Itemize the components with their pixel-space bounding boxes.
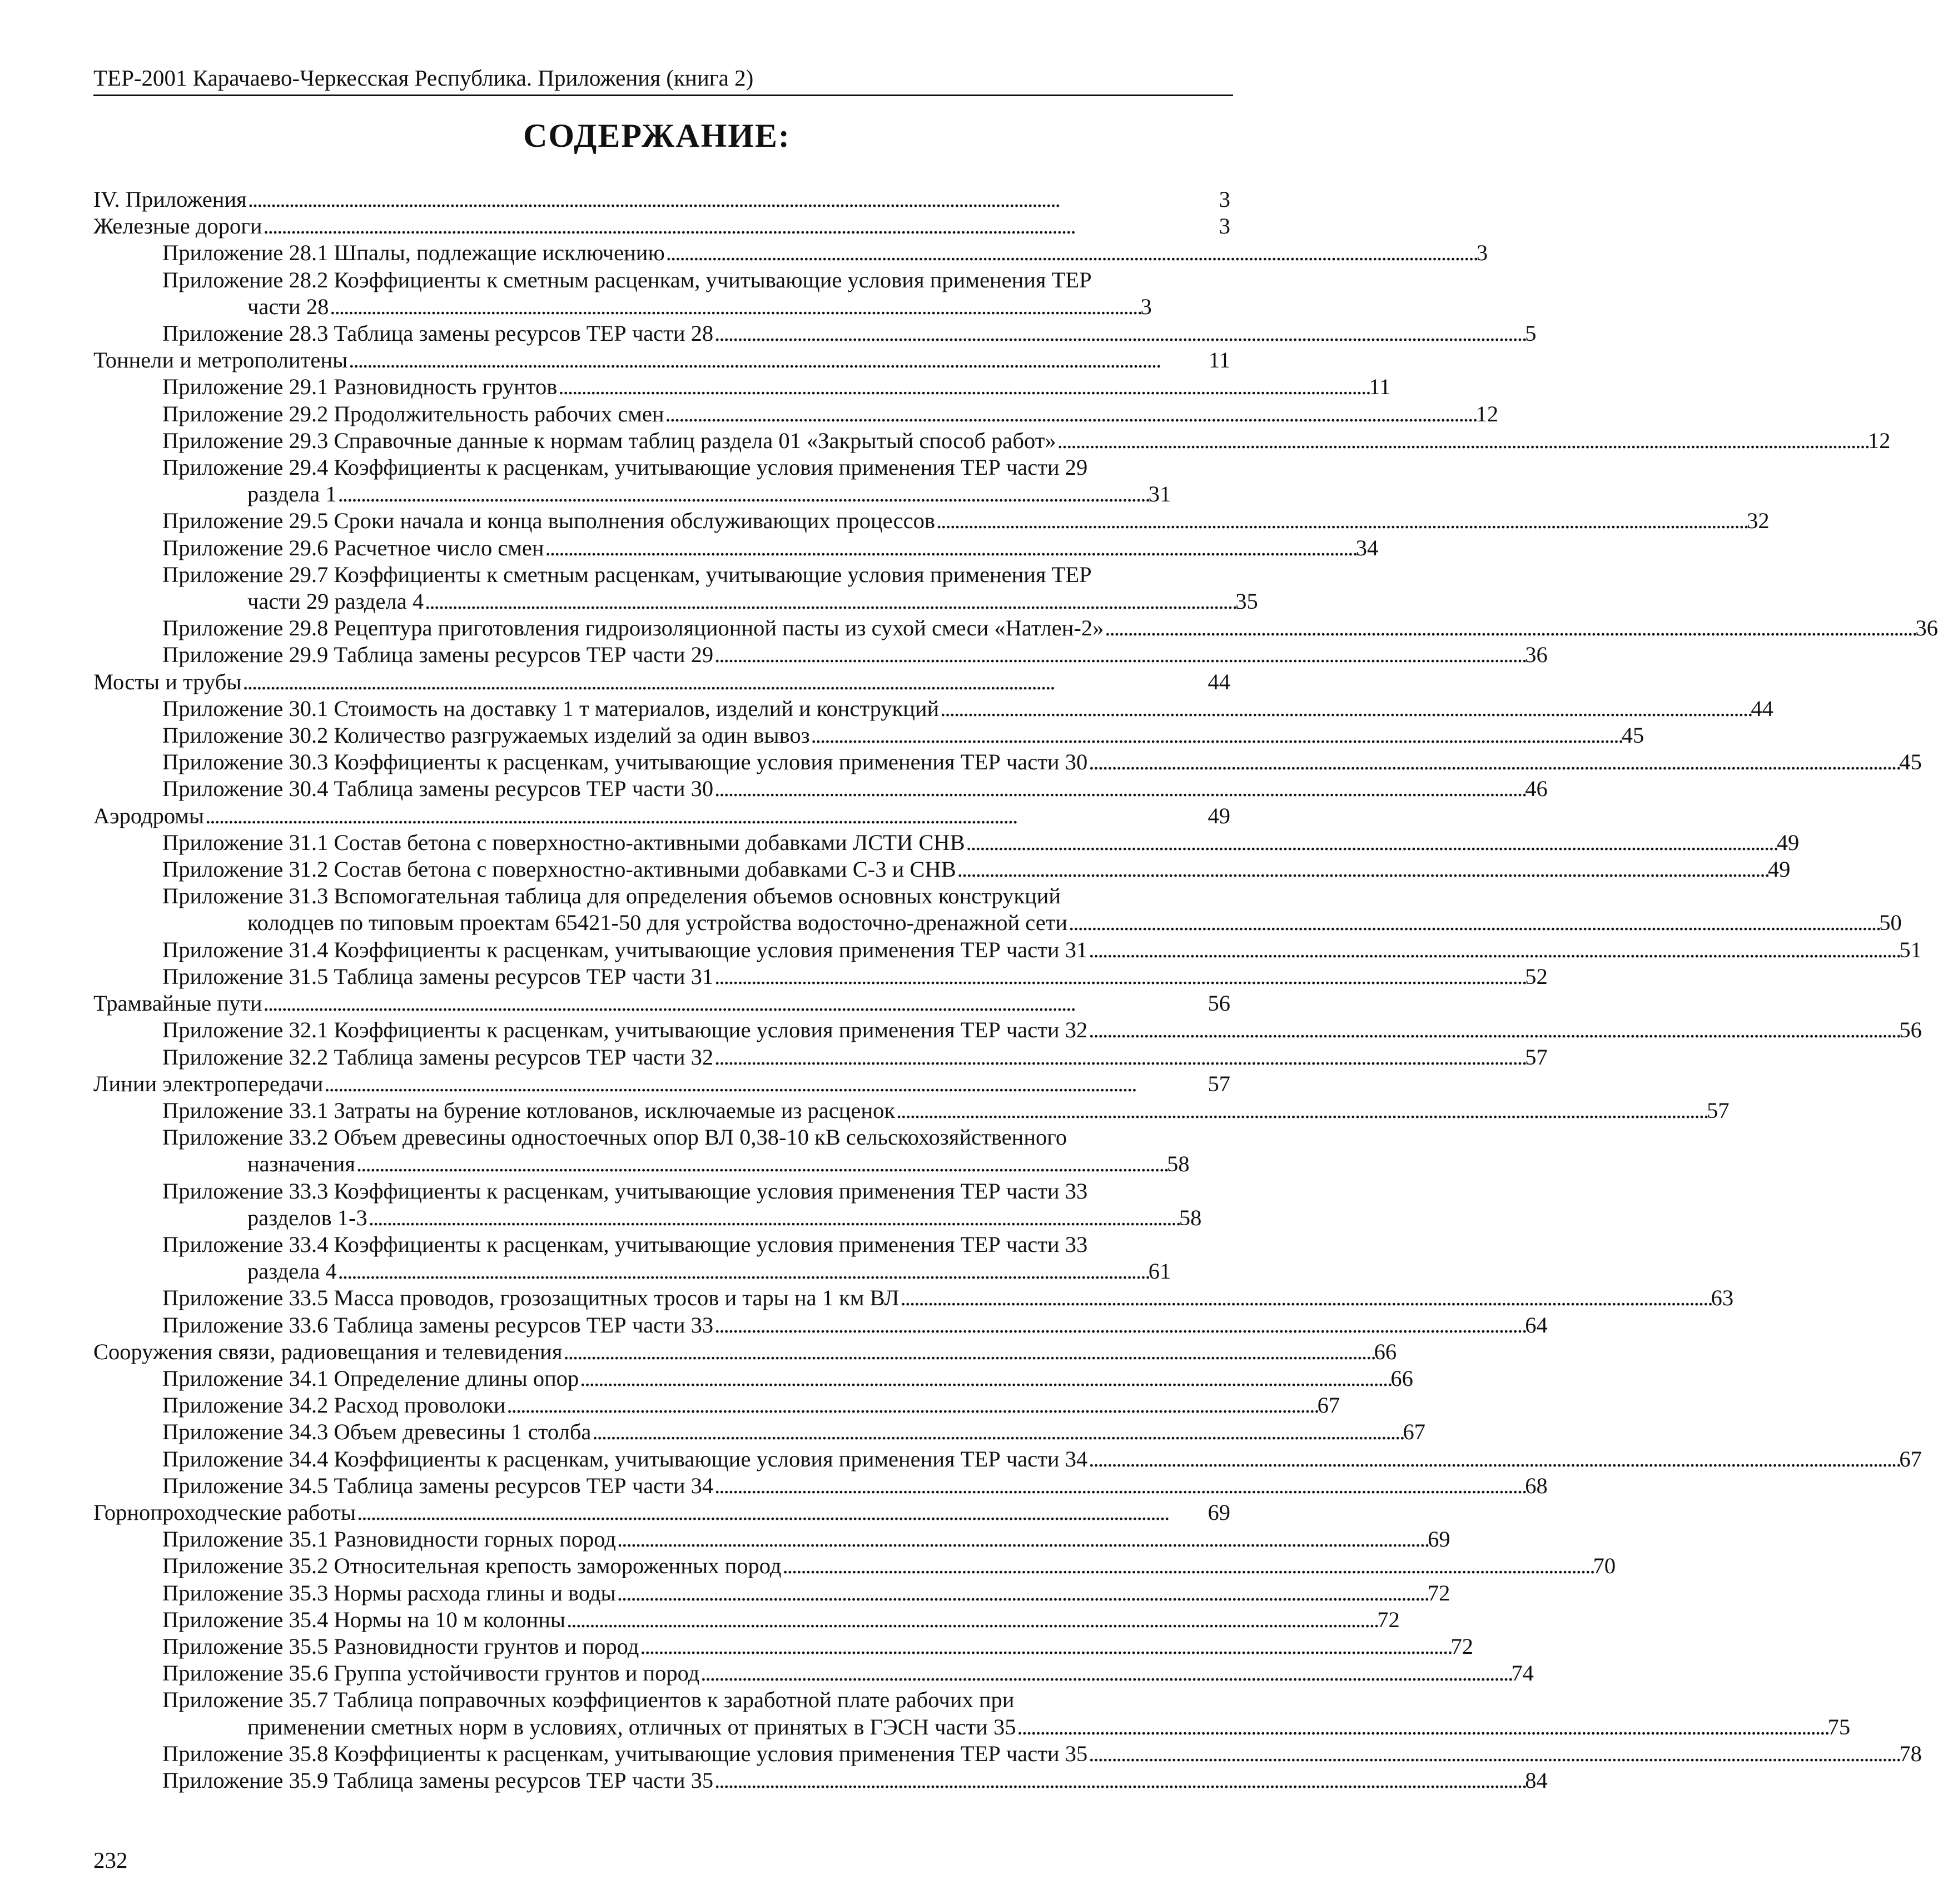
toc-item <box>93 1446 1922 1473</box>
running-header: ТЕР-2001 Карачаево-Черкесская Республика. Приложения (книга 2) <box>93 63 1233 96</box>
toc-entry-text: Приложение 34.2 Расход проволоки <box>162 1393 506 1418</box>
toc-entry-text: Приложение 28.1 Шпалы, подлежащие исключению <box>162 240 665 266</box>
toc-item <box>93 1419 1426 1445</box>
toc-section <box>93 186 1230 213</box>
toc-item <box>93 1580 1450 1607</box>
toc-item <box>93 1767 1548 1794</box>
dot-leader <box>640 1633 1449 1660</box>
dot-leader <box>264 990 1207 1017</box>
dot-leader <box>665 401 1475 427</box>
toc-section <box>93 1071 1230 1097</box>
toc-item <box>93 1473 1548 1499</box>
toc-entry-text: Приложение 29.1 Разновидность грунтов <box>162 374 558 400</box>
dot-leader <box>507 1392 1316 1419</box>
toc-page-number: 12 <box>1867 427 1891 453</box>
toc-item-title-line: Приложение 29.7 Коэффициенты к сметным расценкам, учитывающие условия применения ТЕР <box>162 561 1092 587</box>
toc-item <box>93 1312 1548 1339</box>
dot-leader <box>338 1259 1147 1284</box>
toc-entry-text: колодцев по типовым проектам 65421-50 для устройства водосточно-дренажной сети <box>247 910 1068 936</box>
toc-entry-text: Приложение 30.4 Таблица замены ресурсов ТЕР части 30 <box>162 776 714 802</box>
toc-item <box>93 1741 1922 1767</box>
toc-item <box>93 1097 1730 1124</box>
toc-page-number: 35 <box>1235 589 1258 614</box>
toc-item <box>93 240 1488 266</box>
dot-leader <box>714 1044 1524 1071</box>
toc-item <box>93 1178 1230 1231</box>
toc-entry-text: Приложение 31.1 Состав бетона с поверхностно-активными добавками ЛСТИ СНВ <box>162 829 965 855</box>
dot-leader <box>811 722 1621 749</box>
toc-entry-text: Приложение 34.5 Таблица замены ресурсов ТЕР части 34 <box>162 1473 714 1498</box>
toc-entry-text: Аэродромы <box>93 803 205 828</box>
toc-entry-text: применении сметных норм в условиях, отличных от принятых в ГЭСН части 35 <box>247 1714 1016 1739</box>
toc-page-number: 67 <box>1403 1419 1426 1445</box>
toc-page-number: 56 <box>1207 991 1230 1016</box>
toc-item <box>93 427 1891 454</box>
dot-leader <box>1089 749 1898 775</box>
table-of-contents <box>93 186 1938 1794</box>
toc-item <box>93 374 1391 400</box>
toc-item <box>93 615 1938 642</box>
toc-entry-text: части 28 <box>247 294 329 319</box>
toc-section <box>93 990 1230 1017</box>
dot-leader <box>330 294 1139 319</box>
toc-item <box>93 1231 1230 1285</box>
toc-entry-text: Приложение 35.2 Относительная крепость замороженных пород <box>162 1553 782 1579</box>
toc-item <box>93 722 1644 749</box>
toc-item <box>93 856 1791 883</box>
toc-page-number: 84 <box>1525 1767 1548 1793</box>
toc-entry-text: Приложение 34.3 Объем древесины 1 столба <box>162 1419 592 1445</box>
dot-leader <box>957 856 1767 883</box>
dot-leader <box>369 1205 1178 1230</box>
dot-leader <box>901 1285 1710 1311</box>
toc-entry-text: Приложение 33.5 Масса проводов, грозозащитных тросов и тары на 1 км ВЛ <box>162 1285 900 1311</box>
toc-entry-text: Приложение 31.2 Состав бетона с поверхностно-активными добавками С-3 и СНВ <box>162 857 956 882</box>
toc-page-number: 34 <box>1355 535 1379 560</box>
dot-leader <box>1089 1741 1898 1767</box>
toc-entry-text: Приложение 34.1 Определение длины опор <box>162 1365 579 1391</box>
dot-leader <box>782 1553 1592 1579</box>
dot-leader <box>357 1499 1206 1526</box>
toc-item-title-line: Приложение 31.3 Вспомогательная таблица для определения объемов основных конструкций <box>162 883 1061 909</box>
dot-leader <box>617 1526 1427 1553</box>
toc-item <box>93 829 1800 856</box>
dot-leader <box>558 374 1368 400</box>
toc-item-title-line: Приложение 35.7 Таблица поправочных коэффициентов к заработной плате рабочих при <box>162 1687 1015 1713</box>
toc-entry-text: Линии электропередачи <box>93 1071 324 1096</box>
toc-item <box>93 1687 1851 1740</box>
toc-page-number: 11 <box>1209 347 1230 373</box>
toc-page-number: 46 <box>1525 776 1548 802</box>
toc-page-number: 5 <box>1525 321 1537 346</box>
toc-page-number: 31 <box>1148 481 1171 507</box>
toc-section <box>93 1339 1397 1365</box>
toc-entry-text: Сооружения связи, радиовещания и телевидения <box>93 1339 563 1364</box>
dot-leader <box>940 695 1750 722</box>
toc-entry-text: раздела 1 <box>247 481 337 507</box>
toc-page-number: 64 <box>1525 1312 1548 1338</box>
dot-leader <box>714 775 1524 802</box>
dot-leader <box>425 589 1234 614</box>
toc-entry-text: Железные дороги <box>93 213 262 239</box>
dot-leader <box>338 481 1147 506</box>
toc-page-number: 32 <box>1747 508 1770 534</box>
toc-item <box>93 267 1230 320</box>
toc-item <box>93 1285 1734 1311</box>
toc-item <box>93 963 1548 990</box>
toc-page-number: 49 <box>1776 829 1800 855</box>
toc-item <box>93 695 1773 722</box>
toc-entry-text: Мосты и трубы <box>93 669 242 694</box>
toc-page-number: 70 <box>1593 1553 1616 1579</box>
toc-page-number: 69 <box>1428 1527 1450 1552</box>
dot-leader <box>1089 1017 1898 1043</box>
toc-page-number: 45 <box>1621 723 1644 748</box>
toc-page-number: 56 <box>1899 1017 1922 1043</box>
toc-entry-text: Приложение 29.8 Рецептура приготовления гидроизоляционной пасты из сухой смеси «Натлен-2» <box>162 615 1104 641</box>
toc-entry-text: Приложение 33.6 Таблица замены ресурсов ТЕР части 33 <box>162 1312 714 1338</box>
dot-leader <box>567 1607 1376 1633</box>
page-number: 232 <box>93 1847 128 1873</box>
dot-leader <box>248 186 1218 213</box>
toc-item-title-line: Приложение 28.2 Коэффициенты к сметным расценкам, учитывающие условия применения ТЕР <box>162 267 1092 292</box>
dot-leader <box>1017 1714 1826 1739</box>
toc-section <box>93 213 1230 240</box>
toc-entry-text: Трамвайные пути <box>93 991 262 1016</box>
toc-entry-text: Приложение 29.9 Таблица замены ресурсов ТЕР части 29 <box>162 642 714 668</box>
toc-entry-text: части 29 раздела 4 <box>247 589 424 614</box>
dot-leader <box>1069 910 1878 935</box>
toc-entry-text: Приложение 29.2 Продолжительность рабочих смен <box>162 401 664 426</box>
toc-page-number: 72 <box>1450 1633 1473 1659</box>
dot-leader <box>714 1767 1524 1794</box>
dot-leader <box>896 1097 1706 1124</box>
toc-entry-text: Приложение 35.9 Таблица замены ресурсов ТЕР части 35 <box>162 1767 714 1793</box>
toc-page-number: 3 <box>1219 187 1230 212</box>
toc-entry-text: Приложение 30.3 Коэффициенты к расценкам, учитывающие условия применения ТЕР части 30 <box>162 749 1088 775</box>
dot-leader <box>714 1473 1524 1499</box>
toc-item <box>93 1607 1400 1633</box>
dot-leader <box>714 320 1524 347</box>
toc-entry-text: Приложение 29.5 Сроки начала и конца выполнения обслуживающих процессов <box>162 508 935 534</box>
dot-leader <box>324 1071 1206 1097</box>
toc-page-number: 66 <box>1374 1339 1397 1364</box>
dot-leader <box>545 535 1355 561</box>
toc-item <box>93 937 1922 963</box>
toc-section <box>93 1499 1230 1526</box>
toc-entry-text: Приложение 35.6 Группа устойчивости грунтов и пород <box>162 1661 700 1686</box>
toc-entry-text: Приложение 35.8 Коэффициенты к расценкам, учитывающие условия применения ТЕР части 35 <box>162 1741 1088 1766</box>
dot-leader <box>714 963 1524 990</box>
toc-page-number: 44 <box>1751 695 1773 721</box>
toc-entry-text: Приложение 35.1 Разновидности горных пород <box>162 1527 616 1552</box>
toc-entry-text: Приложение 30.2 Количество разгружаемых изделий за один вывоз <box>162 723 810 748</box>
toc-item <box>93 1017 1922 1043</box>
toc-page-number: 49 <box>1207 803 1230 828</box>
toc-page-number: 45 <box>1899 749 1922 775</box>
toc-item <box>93 642 1548 668</box>
dot-leader <box>1089 1446 1898 1473</box>
dot-leader <box>205 803 1206 829</box>
dot-leader <box>243 669 1207 695</box>
toc-entry-text: Приложение 29.3 Справочные данные к нормам таблиц раздела 01 «Закрытый способ работ» <box>162 427 1056 453</box>
toc-entry-text: Приложение 35.4 Нормы на 10 м колонны <box>162 1607 566 1632</box>
toc-section <box>93 347 1230 374</box>
toc-page-number: 44 <box>1207 669 1230 694</box>
dot-leader <box>563 1339 1373 1365</box>
toc-page-number: 72 <box>1377 1607 1400 1632</box>
toc-entry-text: Приложение 30.1 Стоимость на доставку 1 т материалов, изделий и конструкций <box>162 695 940 721</box>
toc-item <box>93 535 1379 561</box>
toc-section <box>93 669 1230 695</box>
toc-item <box>93 401 1499 427</box>
toc-section <box>93 803 1230 829</box>
toc-page-number: 61 <box>1148 1259 1171 1284</box>
toc-page-number: 58 <box>1167 1151 1190 1177</box>
toc-page-number: 78 <box>1899 1741 1922 1766</box>
toc-item <box>93 775 1548 802</box>
dot-leader <box>617 1580 1427 1607</box>
toc-item-title-line: Приложение 29.4 Коэффициенты к расценкам, учитывающие условия применения ТЕР части 29 <box>162 455 1088 480</box>
toc-page-number: 12 <box>1475 401 1499 426</box>
toc-page-number: 63 <box>1711 1285 1734 1311</box>
dot-leader <box>936 508 1746 534</box>
toc-entry-text: Приложение 29.6 Расчетное число смен <box>162 535 544 560</box>
dot-leader <box>714 1312 1524 1339</box>
toc-entry-text: Приложение 33.1 Затраты на бурение котлованов, исключаемые из расценок <box>162 1097 895 1123</box>
toc-page-number: 57 <box>1207 1071 1230 1096</box>
toc-entry-text: раздела 4 <box>247 1259 337 1284</box>
toc-page-number: 57 <box>1525 1044 1548 1070</box>
toc-page-number: 66 <box>1390 1365 1413 1391</box>
toc-item <box>93 1660 1534 1687</box>
toc-entry-text: Приложение 35.5 Разновидности грунтов и пород <box>162 1633 639 1659</box>
toc-entry-text: IV. Приложения <box>93 187 247 212</box>
toc-page-number: 58 <box>1179 1205 1202 1230</box>
toc-item <box>93 1633 1473 1660</box>
toc-page-number: 51 <box>1899 937 1922 962</box>
toc-page-number: 74 <box>1511 1661 1534 1686</box>
toc-page-number: 67 <box>1899 1446 1922 1472</box>
toc-item <box>93 1553 1616 1579</box>
toc-entry-text: Приложение 32.2 Таблица замены ресурсов ТЕР части 32 <box>162 1044 714 1070</box>
toc-entry-text: Приложение 34.4 Коэффициенты к расценкам, учитывающие условия применения ТЕР части 34 <box>162 1446 1088 1472</box>
toc-entry-text: Приложение 35.3 Нормы расхода глины и воды <box>162 1580 616 1605</box>
toc-page-number: 68 <box>1525 1473 1548 1498</box>
toc-page-number: 72 <box>1427 1580 1450 1605</box>
toc-item <box>93 1526 1450 1553</box>
toc-page-number: 57 <box>1707 1097 1730 1123</box>
dot-leader <box>580 1365 1389 1392</box>
toc-item <box>93 1392 1340 1419</box>
toc-item <box>93 749 1922 775</box>
toc-page-number: 3 <box>1140 294 1152 319</box>
page-title: СОДЕРЖАНИЕ: <box>523 117 791 154</box>
toc-page-number: 36 <box>1525 642 1548 668</box>
toc-entry-text: Приложение 28.3 Таблица замены ресурсов ТЕР части 28 <box>162 321 714 346</box>
toc-entry-text: Приложение 32.1 Коэффициенты к расценкам, учитывающие условия применения ТЕР части 32 <box>162 1017 1088 1043</box>
toc-item-title-line: Приложение 33.4 Коэффициенты к расценкам, учитывающие условия применения ТЕР части 33 <box>162 1231 1088 1257</box>
toc-entry-text: Приложение 31.5 Таблица замены ресурсов ТЕР части 31 <box>162 963 714 989</box>
dot-leader <box>356 1151 1166 1176</box>
toc-page-number: 67 <box>1317 1393 1340 1418</box>
toc-entry-text: Горнопроходческие работы <box>93 1499 356 1525</box>
toc-item <box>93 454 1230 508</box>
dot-leader <box>1089 937 1898 963</box>
toc-item <box>93 508 1770 534</box>
toc-entry-text: назначения <box>247 1151 355 1177</box>
toc-page-number: 49 <box>1767 857 1791 882</box>
toc-entry-text: Приложение 31.4 Коэффициенты к расценкам, учитывающие условия применения ТЕР части 31 <box>162 937 1088 962</box>
dot-leader <box>264 213 1218 240</box>
toc-item <box>93 1365 1413 1392</box>
toc-entry-text: Тоннели и метрополитены <box>93 347 348 373</box>
dot-leader <box>1105 615 1914 642</box>
toc-page-number: 3 <box>1476 240 1488 266</box>
toc-item <box>93 883 1902 936</box>
toc-item-title-line: Приложение 33.3 Коэффициенты к расценкам, учитывающие условия применения ТЕР части 33 <box>162 1178 1088 1204</box>
toc-page-number: 52 <box>1525 963 1548 989</box>
toc-item-title-line: Приложение 33.2 Объем древесины одностоечных опор ВЛ 0,38-10 кВ сельскохозяйственного <box>162 1125 1067 1150</box>
dot-leader <box>700 1660 1510 1687</box>
dot-leader <box>592 1419 1402 1445</box>
dot-leader <box>349 347 1207 374</box>
toc-item <box>93 1044 1548 1071</box>
toc-item <box>93 1124 1230 1177</box>
toc-page-number: 3 <box>1219 213 1230 239</box>
dot-leader <box>666 240 1475 266</box>
toc-page-number: 50 <box>1879 910 1902 936</box>
dot-leader <box>714 642 1524 668</box>
toc-page-number: 11 <box>1369 374 1391 400</box>
dot-leader <box>1057 427 1867 454</box>
toc-entry-text: разделов 1-3 <box>247 1205 367 1230</box>
toc-item <box>93 320 1537 347</box>
toc-page-number: 75 <box>1827 1714 1851 1739</box>
toc-page-number: 36 <box>1915 615 1938 641</box>
toc-item <box>93 561 1258 615</box>
toc-page-number: 69 <box>1207 1499 1230 1525</box>
dot-leader <box>966 829 1776 856</box>
